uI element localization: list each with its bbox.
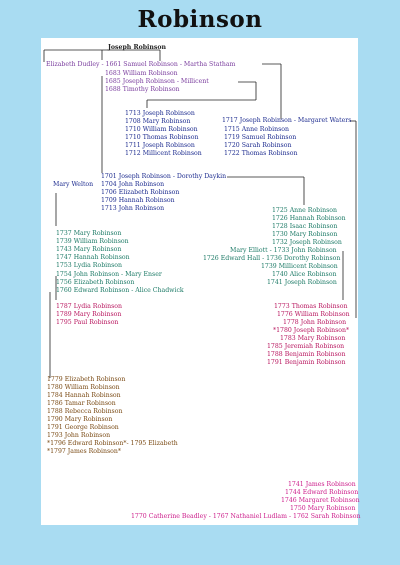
gen6-left-child-9: *1796 Edward Robinson*- 1795 Elizabeth <box>47 440 178 447</box>
gen6-right-child-1: 1741 James Robinson <box>288 481 356 488</box>
gen2-left-child-1: 1713 Joseph Robinson <box>125 110 195 117</box>
gen6-left-child-3: 1784 Hannah Robinson <box>47 392 121 399</box>
gen4-right-child-8: 1741 Joseph Robinson <box>267 279 337 286</box>
gen5-right-child-3: 1778 John Robinson <box>283 319 347 326</box>
gen2-left-child-2: 1708 Mary Robinson <box>125 118 191 125</box>
gen6-left-child-2: 1780 William Robinson <box>47 384 120 391</box>
gen2-right-child-3: 1720 Sarah Robinson <box>224 142 292 149</box>
gen4-right-couple: Mary Elliott - 1733 John Robinson <box>230 247 337 254</box>
gen4-left-child-3: 1743 Mary Robinson <box>56 246 122 253</box>
gen3-couple: 1701 Joseph Robinson - Dorothy Daykin <box>101 173 227 180</box>
gen4-left-child-4: 1747 Hannah Robinson <box>56 254 130 261</box>
page-title: Robinson <box>137 6 263 33</box>
gen4-left-child-1: 1737 Mary Robinson <box>56 230 122 237</box>
gen2-right-couple: 1717 Joseph Robinson - Margaret Waters <box>222 117 352 124</box>
gen5-right-child-1: 1773 Thomas Robinson <box>274 303 348 310</box>
gen4-left-child-8: 1760 Edward Robinson - Alice Chadwick <box>56 287 184 294</box>
gen4-right-couple-2: 1726 Edward Hall - 1736 Dorothy Robinson <box>203 255 341 262</box>
gen4-left-child-2: 1739 William Robinson <box>56 238 129 245</box>
gen4-left-child-7: 1756 Elizabeth Robinson <box>56 279 135 286</box>
gen5-left-child-3: 1795 Paul Robinson <box>56 319 119 326</box>
gen5-right-child-7: 1788 Benjamin Robinson <box>267 351 346 358</box>
gen4-right-child-7: 1740 Alice Robinson <box>272 271 337 278</box>
gen2-left-child-6: 1712 Millicent Robinson <box>125 150 202 157</box>
gen5-right-child-4: *1780 Joseph Robinson* <box>273 327 350 334</box>
gen1-child-1: 1683 William Robinson <box>105 70 178 77</box>
gen6-left-child-8: 1793 John Robinson <box>47 432 111 439</box>
gen4-right-child-1: 1725 Anne Robinson <box>272 207 337 214</box>
gen5-left-child-1: 1787 Lydia Robinson <box>56 303 122 310</box>
gen4-right-child-5: 1732 Joseph Robinson <box>272 239 342 246</box>
gen2-right-child-2: 1719 Samuel Robinson <box>224 134 297 141</box>
gen6-left-child-4: 1786 Tamar Robinson <box>47 400 116 407</box>
gen5-left-child-2: 1789 Mary Robinson <box>56 311 122 318</box>
gen3-child-1: 1704 John Robinson <box>101 181 165 188</box>
gen1-child-3: 1688 Timothy Robinson <box>105 86 180 93</box>
gen4-right-child-2: 1726 Hannah Robinson <box>272 215 346 222</box>
gen6-left-child-5: 1788 Rebecca Robinson <box>47 408 123 415</box>
gen6-left-child-6: 1790 Mary Robinson <box>47 416 113 423</box>
gen4-right-child-3: 1728 Isaac Robinson <box>272 223 338 230</box>
gen4-left-child-5: 1753 Lydia Robinson <box>56 262 122 269</box>
gen3-spouse-left: Mary Welton <box>53 181 94 188</box>
gen6-right-child-4: 1750 Mary Robinson <box>290 505 356 512</box>
gen6-left-child-1: 1779 Elizabeth Robinson <box>47 376 126 383</box>
gen5-right-child-8: 1791 Benjamin Robinson <box>267 359 346 366</box>
gen5-right-child-5: 1783 Mary Robinson <box>280 335 346 342</box>
gen6-right-child-2: 1744 Edward Robinson <box>285 489 359 496</box>
gen3-child-3: 1709 Hannah Robinson <box>101 197 175 204</box>
gen5-right-child-2: 1776 William Robinson <box>277 311 350 318</box>
gen6-left-child-10: *1797 James Robinson* <box>47 448 121 455</box>
gen2-left-child-5: 1711 Joseph Robinson <box>125 142 195 149</box>
gen2-left-child-4: 1710 Thomas Robinson <box>125 134 199 141</box>
gen2-left-child-3: 1710 William Robinson <box>125 126 198 133</box>
gen2-right-child-4: 1722 Thomas Robinson <box>224 150 298 157</box>
gen4-left-child-6: 1754 John Robinson - Mary Enser <box>56 271 162 278</box>
gen6-right-last-line: 1770 Catherine Beadley - 1767 Nathaniel Ludlam - 1762 Sarah Robinson <box>131 513 361 520</box>
gen4-right-child-6: 1739 Millicent Robinson <box>261 263 338 270</box>
gen6-right-child-3: 1746 Margaret Robinson <box>281 497 360 504</box>
gen1-couple: Elizabeth Dudley - 1661 Samuel Robinson - Martha Statham <box>46 61 236 68</box>
gen2-right-child-1: 1715 Anne Robinson <box>224 126 289 133</box>
root-person: Joseph Robinson <box>108 44 167 51</box>
gen5-right-child-6: 1785 Jeremiah Robinson <box>267 343 345 350</box>
gen3-child-2: 1706 Elizabeth Robinson <box>101 189 180 196</box>
gen6-left-child-7: 1791 George Robinson <box>47 424 119 431</box>
gen3-child-4: 1713 John Robinson <box>101 205 165 212</box>
gen1-child-2: 1685 Joseph Robinson - Millicent <box>105 78 209 85</box>
gen4-right-child-4: 1730 Mary Robinson <box>272 231 338 238</box>
